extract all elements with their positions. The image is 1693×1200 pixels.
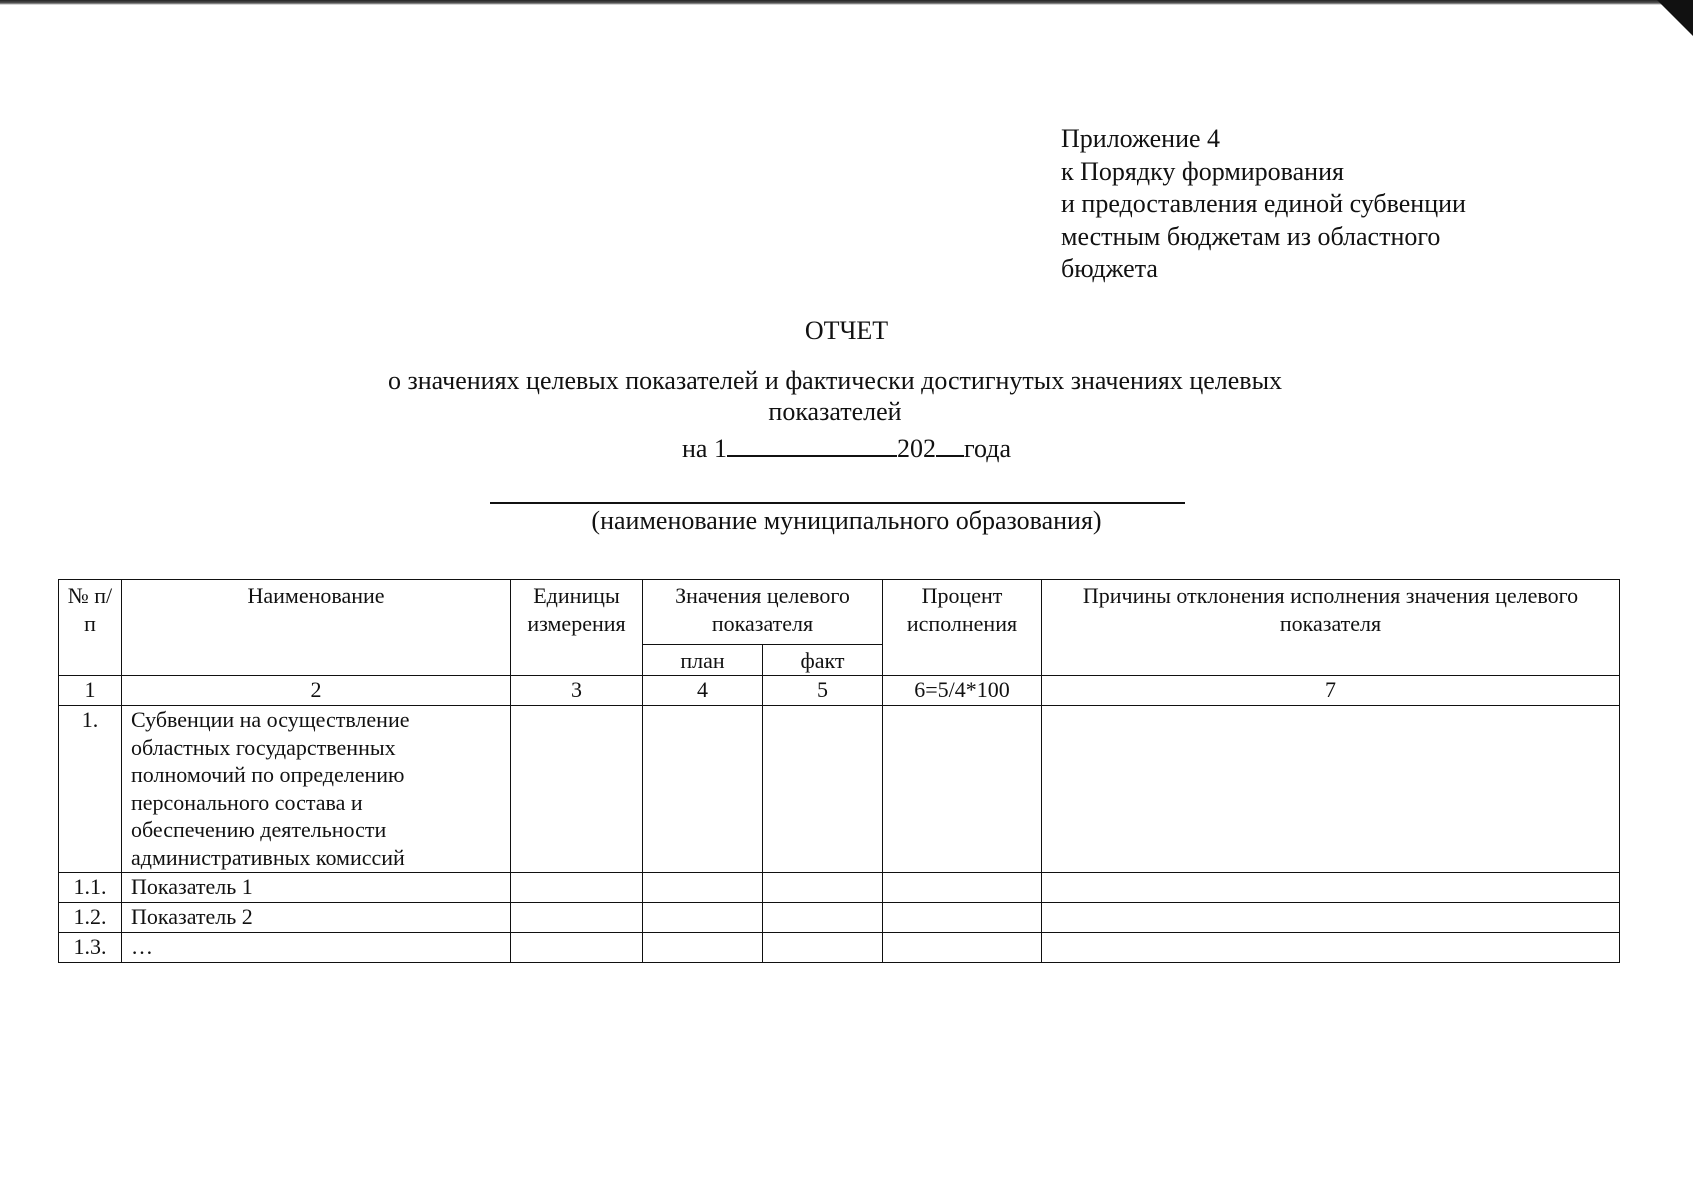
appendix-line: и предоставления единой субвенции xyxy=(1061,189,1466,218)
appendix-line: местным бюджетам из областного xyxy=(1061,221,1441,251)
date-year: 202 xyxy=(896,434,936,463)
report-date-line xyxy=(0,428,1693,464)
date-year-blank xyxy=(936,428,964,457)
plan-cell xyxy=(643,933,763,963)
header-number: № п/п xyxy=(59,580,122,676)
reasons-cell xyxy=(1042,873,1620,903)
row-name-line: административных комиссий xyxy=(131,844,405,870)
row-name-line: обеспечению деятельности xyxy=(131,817,387,842)
fact-cell xyxy=(763,873,883,903)
header-target-values: Значения целевого показателя xyxy=(643,580,883,645)
row-number: 1.2. xyxy=(59,903,122,933)
report-subtitle xyxy=(330,365,1340,427)
column-number: 4 xyxy=(643,676,763,706)
date-prefix: на 1 xyxy=(681,434,727,463)
column-number: 2 xyxy=(122,676,511,706)
row-name-line: полномочий по определению xyxy=(131,762,405,787)
header-fact: факт xyxy=(763,645,883,676)
municipality-name-blank xyxy=(490,502,1185,504)
header-reasons: Причины отклонения исполнения значения целевого показателя xyxy=(1042,580,1620,676)
percent-cell xyxy=(883,903,1042,933)
appendix-line: к Порядку формирования xyxy=(1061,156,1344,186)
scan-corner-fold xyxy=(1657,0,1693,36)
row-number: 1.3. xyxy=(59,933,122,963)
plan-cell xyxy=(643,873,763,903)
reasons-cell xyxy=(1042,933,1620,963)
row-name-line: областных государственных xyxy=(131,734,396,760)
row-name: … xyxy=(122,933,511,963)
reasons-cell xyxy=(1042,903,1620,933)
header-percent: Процент исполнения xyxy=(883,580,1042,676)
table-row xyxy=(59,903,1620,933)
percent-cell xyxy=(883,933,1042,963)
fact-cell xyxy=(763,706,883,873)
column-number: 6=5/4*100 xyxy=(883,676,1042,706)
row-number: 1.1. xyxy=(59,873,122,903)
table-header-row xyxy=(59,580,1620,645)
plan-cell xyxy=(643,706,763,873)
column-number: 3 xyxy=(511,676,643,706)
units-cell xyxy=(511,706,643,873)
units-cell xyxy=(511,933,643,963)
column-number: 5 xyxy=(763,676,883,706)
table-row xyxy=(59,873,1620,903)
header-plan: план xyxy=(643,645,763,676)
report-title: ОТЧЕТ xyxy=(804,316,889,345)
report-subtitle-line: показателей xyxy=(768,397,902,426)
header-name: Наименование xyxy=(122,580,511,676)
percent-cell xyxy=(883,873,1042,903)
table-row-main xyxy=(59,706,1620,873)
row-name-line: Субвенции на осуществление xyxy=(131,707,410,732)
date-suffix: года xyxy=(963,434,1011,463)
plan-cell xyxy=(643,903,763,933)
report-subtitle-line: о значениях целевых показателей и фактически достигнутых значениях целевых xyxy=(387,366,1283,395)
date-day-month-blank xyxy=(727,428,897,457)
column-number: 7 xyxy=(1042,676,1620,706)
appendix-line: Приложение 4 xyxy=(1061,124,1221,153)
municipality-caption: (наименование муниципального образования) xyxy=(591,506,1102,535)
row-name: Показатель 2 xyxy=(122,903,511,933)
units-cell xyxy=(511,903,643,933)
report-table xyxy=(58,579,1620,963)
appendix-note xyxy=(1061,123,1466,286)
percent-cell xyxy=(883,706,1042,873)
column-number: 1 xyxy=(59,676,122,706)
row-name: Показатель 1 xyxy=(122,873,511,903)
row-name xyxy=(122,706,511,873)
fact-cell xyxy=(763,933,883,963)
units-cell xyxy=(511,873,643,903)
scan-top-edge xyxy=(0,0,1693,5)
fact-cell xyxy=(763,903,883,933)
appendix-line: бюджета xyxy=(1061,254,1158,283)
row-number: 1. xyxy=(59,706,122,873)
header-units: Единицы измерения xyxy=(511,580,643,676)
table-row xyxy=(59,933,1620,963)
column-number-row xyxy=(59,676,1620,706)
row-name-line: персонального состава и xyxy=(131,789,363,815)
reasons-cell xyxy=(1042,706,1620,873)
